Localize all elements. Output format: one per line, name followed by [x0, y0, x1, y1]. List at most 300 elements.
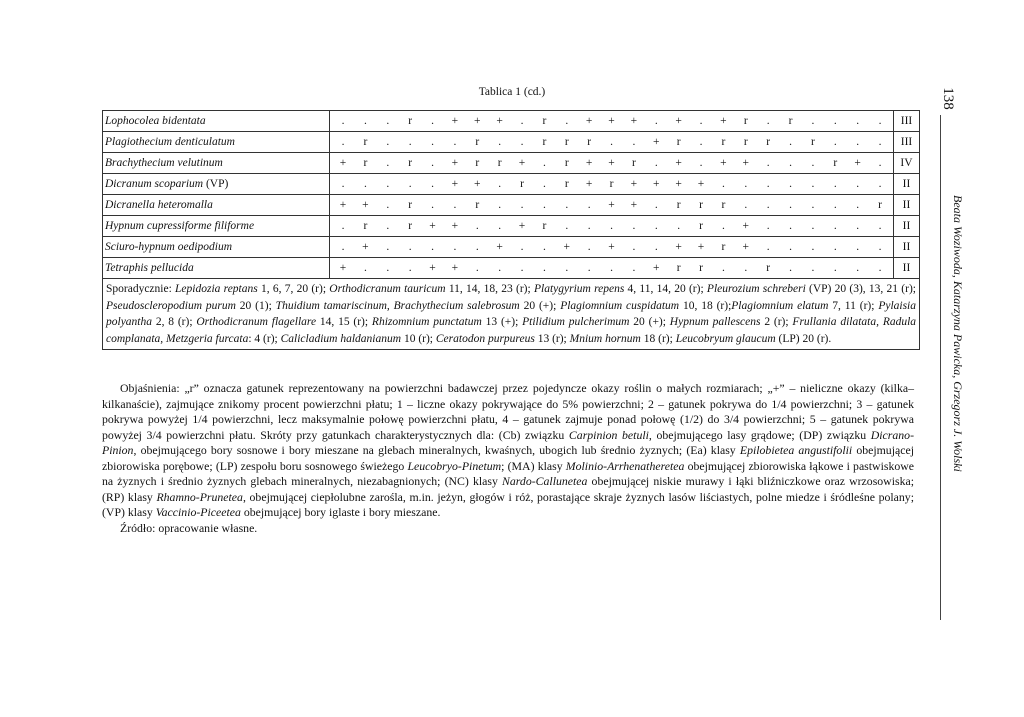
abundance-cells	[330, 237, 894, 258]
abundance-value: +	[585, 115, 593, 127]
species-name	[103, 132, 330, 153]
abundance-value: .	[520, 136, 524, 148]
abundance-value: +	[608, 199, 615, 211]
abundance-value: .	[386, 199, 390, 211]
abundance-value: +	[675, 157, 682, 169]
abundance-value: .	[498, 220, 502, 232]
abundance-value: .	[498, 199, 502, 211]
abundance-value: .	[587, 262, 591, 274]
abundance-value: +	[608, 157, 615, 169]
abundance-value: r	[721, 136, 726, 148]
abundance-value: r	[699, 199, 703, 211]
abundance-value: +	[675, 241, 682, 253]
sporadic-species-records: 10 (r);	[401, 332, 436, 345]
species-name-text: Hypnum cupressiforme filiforme	[105, 220, 255, 232]
abundance-value: .	[699, 115, 703, 127]
constancy-class: III	[894, 111, 920, 132]
abundance-value: .	[587, 220, 591, 232]
page-number	[938, 84, 964, 114]
sporadic-species-records: 11, 14, 18, 23 (r);	[445, 283, 534, 295]
abundance-value: r	[475, 199, 480, 211]
constancy-class: II	[894, 216, 920, 237]
sporadic-species-name: Platygyrium repens	[533, 283, 625, 295]
abundance-value: r	[475, 157, 480, 169]
constancy-class: II	[894, 237, 920, 258]
abundance-value: .	[542, 262, 546, 274]
abundance-value: +	[675, 178, 682, 190]
sporadic-species-name: Calicladium haldanianum	[280, 332, 402, 345]
abundance-value: +	[720, 115, 727, 127]
syntaxon-name: Rhamno-Prunetea	[156, 489, 243, 504]
abundance-value: r	[408, 115, 413, 127]
sporadic-species-records: 2, 8 (r);	[152, 316, 197, 328]
abundance-value: .	[431, 199, 434, 211]
sporadic-species-records: 20 (+);	[519, 299, 561, 312]
abundance-value: r	[475, 136, 480, 148]
abundance-value: r	[766, 262, 771, 274]
abundance-value: r	[363, 157, 368, 169]
abundance-value: .	[453, 136, 457, 148]
abundance-value: +	[451, 115, 459, 127]
abundance-value: .	[721, 262, 725, 274]
abundance-value: r	[363, 136, 368, 148]
table-row	[103, 216, 920, 237]
abundance-value: .	[431, 157, 434, 169]
sporadic-species-name: Leucobryum glaucum	[675, 332, 776, 345]
species-name-text: Dicranum scoparium	[105, 178, 204, 190]
abundance-value: .	[856, 136, 860, 148]
abundance-value: .	[856, 241, 860, 253]
abundance-value: r	[564, 136, 569, 148]
sporadic-species-name: Mnium hornum	[569, 332, 641, 345]
abundance-value: .	[542, 178, 546, 190]
species-name-text: Plagiothecium denticulatum	[105, 136, 235, 148]
abundance-value: .	[654, 157, 658, 169]
table-row	[103, 258, 920, 279]
explanation-text: ; (MA) klasy	[501, 458, 566, 473]
abundance-value: .	[789, 136, 792, 148]
constancy-class: IV	[894, 153, 920, 174]
species-name	[103, 237, 330, 258]
abundance-value: .	[654, 115, 658, 127]
syntaxon-name: Nardo-Callunetea	[502, 474, 588, 488]
sporadic-species-records: 2 (r);	[760, 316, 793, 328]
species-name	[103, 153, 330, 174]
sporadic-species-name: Frullania dilatata, Radula complanata, Metzgeria furcata	[106, 316, 917, 345]
abundance-value: +	[451, 178, 459, 190]
abundance-value: .	[431, 115, 434, 127]
syntaxon-name: Leucobryo-Pinetum	[407, 458, 502, 473]
species-name-text: Brachythecium velutinum	[105, 157, 223, 169]
abundance-value: +	[608, 241, 615, 253]
abundance-value: .	[386, 157, 390, 169]
abundance-value: .	[565, 199, 569, 211]
table-row	[103, 132, 920, 153]
sporadic-species-records: 1, 6, 7, 20 (r);	[257, 283, 330, 295]
abundance-value: .	[632, 241, 636, 253]
abundance-value: .	[363, 115, 367, 127]
sporadic-species-records: 14, 15 (r);	[316, 316, 372, 328]
abundance-value: .	[789, 199, 792, 211]
abundance-value: +	[451, 262, 459, 274]
abundance-value: r	[587, 136, 592, 148]
abundance-value: .	[856, 115, 860, 127]
explanation-text: Objaśnienia: „r” oznacza gatunek reprezentowany na powierzchni badawczej przez pojedyncze okazy roślin o małych rozmiarach; „+” – nieliczne okazy (kilka–kilkanaście), zajmujące znikomy procent powierzchni płatu; 1 – liczne okazy pokrywające do 5% powierzchni; 2 – gatunek pokrywa do 1/4 powierzchni; 3 – gatunek pokrywa powyżej 1/4 powierzchni, lecz maksymalnie połowę powierzchni płatu, 4 – gatunek zajmuje ponad połowę (1/2) do 3/4 powierzchni; 5 – gatunek pokrywa powyżej 3/4 powierzchni płatu. Skróty przy gatunkach charakterystycznych dla: (Cb) związku	[102, 381, 914, 442]
abundance-value: .	[811, 241, 815, 253]
abundance-value: +	[362, 199, 369, 211]
abundance-value: .	[341, 115, 345, 127]
abundance-value: +	[854, 157, 861, 169]
explanation-text: obejmującej zbiorowiska łąkowe i pastwiskowe na żyznych i średnio żyznych glebach mineralnych, niezabagnionych; (NC) klasy	[102, 458, 914, 488]
abundance-value: .	[341, 136, 345, 148]
explanation-text: obejmującej niskie murawy i łąki bliźniczkowe oraz wrzosowiska; (RP) klasy	[102, 474, 914, 504]
table-caption: Tablica 1 (cd.)	[478, 86, 546, 98]
abundance-value: .	[721, 178, 725, 190]
abundance-value: .	[632, 262, 636, 274]
abundance-value: .	[833, 241, 837, 253]
syntaxon-name: Vaccinio-Piceetea	[155, 505, 241, 519]
abundance-value: .	[363, 178, 367, 190]
abundance-value: .	[453, 199, 457, 211]
abundance-value: +	[697, 178, 705, 190]
species-name-text: Tetraphis pellucida	[105, 262, 194, 274]
abundance-value: .	[453, 241, 457, 253]
abundance-value: .	[498, 262, 502, 274]
abundance-value: .	[475, 241, 479, 253]
species-name-text: Lophocolea bidentata	[105, 115, 206, 127]
abundance-value: .	[789, 157, 792, 169]
abundance-value: +	[496, 241, 503, 253]
abundance-value: .	[878, 220, 882, 232]
abundance-value: .	[766, 157, 770, 169]
abundance-value: r	[721, 199, 726, 211]
abundance-value: .	[408, 241, 412, 253]
abundance-value: r	[564, 178, 569, 190]
abundance-value: .	[878, 157, 882, 169]
explanation-block	[102, 381, 914, 536]
sporadic-label: Sporadycznie:	[106, 283, 176, 295]
abundance-cells	[330, 174, 894, 195]
source-note: Źródło: opracowanie własne.	[120, 520, 258, 535]
abundance-value: .	[833, 178, 837, 190]
abundance-value: .	[565, 115, 569, 127]
abundance-value: .	[610, 136, 613, 148]
sporadic-species-name: Hypnum pallescens	[669, 316, 761, 328]
abundance-value: +	[742, 220, 749, 232]
abundance-value: +	[474, 178, 481, 190]
abundance-value: .	[744, 178, 748, 190]
abundance-value: .	[363, 262, 367, 274]
abundance-value: .	[833, 220, 837, 232]
abundance-value: r	[743, 136, 748, 148]
abundance-value: .	[811, 262, 815, 274]
abundance-value: +	[585, 178, 593, 190]
sporadic-species-name: Pleurozium schreberi	[706, 283, 806, 295]
abundance-value: +	[630, 199, 638, 211]
abundance-value: .	[610, 220, 613, 232]
abundance-value: .	[520, 241, 524, 253]
species-suffix: (VP)	[203, 178, 229, 190]
abundance-value: .	[744, 262, 748, 274]
abundance-value: r	[564, 157, 569, 169]
abundance-value: +	[518, 157, 526, 169]
abundance-value: r	[833, 157, 838, 169]
abundance-value: .	[386, 220, 390, 232]
sporadic-species-name: Orthodicranum tauricum	[329, 283, 446, 295]
abundance-value: +	[630, 115, 638, 127]
abundance-value: .	[766, 241, 770, 253]
table-row	[103, 153, 920, 174]
abundance-value: .	[408, 178, 412, 190]
species-name	[103, 195, 330, 216]
abundance-cells	[330, 216, 894, 237]
abundance-value: r	[699, 220, 703, 232]
sporadic-species-records: 7, 11 (r);	[828, 299, 879, 312]
sporadic-species-name: Plagiomnium elatum	[731, 299, 829, 312]
abundance-value: r	[766, 136, 771, 148]
syntaxon-name: Dicrano-Pinion	[102, 427, 914, 457]
abundance-value: .	[766, 178, 770, 190]
constancy-class: II	[894, 174, 920, 195]
abundance-value: .	[744, 199, 748, 211]
margin-rule	[940, 115, 941, 620]
abundance-value: r	[520, 178, 524, 190]
abundance-value: .	[542, 241, 546, 253]
abundance-value: .	[431, 241, 434, 253]
abundance-cells	[330, 195, 894, 216]
abundance-value: +	[585, 157, 593, 169]
abundance-value: +	[675, 115, 682, 127]
abundance-value: +	[518, 220, 526, 232]
explanation-text: , obejmującego lasy grądowe; (DP) związku	[648, 427, 871, 442]
sporadic-species-records: 18 (r);	[640, 332, 676, 345]
sporadic-species-name: Pylaisia polyantha	[106, 299, 917, 328]
sporadic-species-records: (LP) 20 (r).	[775, 332, 832, 345]
abundance-value: .	[386, 178, 390, 190]
abundance-value: .	[878, 262, 882, 274]
sporadic-species-name: Ptilidium pulcherimum	[522, 316, 630, 328]
abundance-value: .	[431, 178, 434, 190]
abundance-value: .	[520, 199, 524, 211]
abundance-value: .	[654, 199, 658, 211]
abundance-value: .	[766, 115, 770, 127]
sporadic-species-name: Rhizomnium punctatum	[371, 316, 482, 328]
abundance-value: r	[542, 220, 547, 232]
table-row	[103, 174, 920, 195]
syntaxon-name: Epilobietea angustifolii	[739, 443, 853, 457]
abundance-value: .	[542, 157, 546, 169]
sporadic-species-name: Thuidium tamariscinum, Brachythecium salebrosum	[275, 299, 520, 312]
abundance-value: .	[721, 220, 725, 232]
abundance-value: .	[632, 136, 636, 148]
abundance-value: .	[789, 178, 792, 190]
abundance-value: .	[856, 220, 860, 232]
abundance-value: .	[475, 220, 479, 232]
abundance-value: .	[498, 178, 502, 190]
abundance-value: r	[408, 199, 413, 211]
abundance-value: .	[654, 220, 658, 232]
abundance-value: .	[498, 136, 502, 148]
abundance-cells	[330, 111, 894, 132]
abundance-value: +	[451, 157, 459, 169]
sporadic-species-records: 13 (+);	[481, 316, 523, 328]
constancy-class: III	[894, 132, 920, 153]
abundance-value: +	[429, 262, 436, 274]
abundance-value: r	[631, 157, 636, 169]
abundance-value: .	[341, 178, 345, 190]
abundance-value: r	[363, 220, 368, 232]
abundance-value: .	[632, 220, 636, 232]
abundance-cells	[330, 153, 894, 174]
abundance-value: r	[676, 262, 681, 274]
abundance-value: +	[653, 262, 660, 274]
species-table	[102, 110, 920, 350]
abundance-value: +	[742, 241, 749, 253]
authors-text: Beata Woziwoda, Katarzyna Pawicka, Grzegorz J. Wolski	[951, 195, 965, 472]
abundance-value: .	[878, 115, 882, 127]
abundance-value: r	[699, 262, 703, 274]
sporadic-row	[103, 279, 920, 350]
abundance-value: r	[542, 115, 547, 127]
abundance-value: .	[833, 199, 837, 211]
abundance-value: .	[610, 262, 613, 274]
sporadic-species-records: 20 (+);	[629, 316, 670, 328]
abundance-value: +	[653, 136, 660, 148]
abundance-value: .	[789, 220, 792, 232]
species-name-text: Dicranella heteromalla	[105, 199, 213, 211]
abundance-value: .	[878, 241, 882, 253]
abundance-value: +	[630, 178, 638, 190]
abundance-value: .	[386, 136, 390, 148]
abundance-value: r	[497, 157, 502, 169]
abundance-cells	[330, 132, 894, 153]
abundance-value: .	[386, 115, 390, 127]
abundance-value: .	[811, 115, 815, 127]
abundance-value: .	[789, 241, 792, 253]
abundance-value: .	[833, 262, 837, 274]
table-row	[103, 237, 920, 258]
abundance-value: .	[654, 241, 658, 253]
page-number-text: 138	[939, 87, 956, 110]
sporadic-species-name: Plagiomnium cuspidatum	[560, 299, 680, 312]
abundance-value: r	[408, 220, 413, 232]
explanation-text: , obejmującej ciepłolubne zarośla, m.in. jeżyn, głogów i róż, porastające skraje żyznych lasów liściastych, polne miedze i śródleśne polany; (VP) klasy	[102, 489, 914, 519]
explanation-text: obejmującej bory iglaste i bory mieszane.	[240, 505, 441, 519]
abundance-value: .	[856, 199, 860, 211]
abundance-value: .	[856, 262, 860, 274]
abundance-value: +	[496, 115, 503, 127]
abundance-value: .	[878, 178, 882, 190]
abundance-value: +	[608, 115, 615, 127]
abundance-value: .	[520, 262, 524, 274]
abundance-value: .	[408, 262, 412, 274]
sporadic-species-records: 4, 11, 14, 20 (r);	[624, 283, 707, 295]
table-row	[103, 111, 920, 132]
species-name	[103, 111, 330, 132]
abundance-cells	[330, 258, 894, 279]
syntaxon-name: Molinio-Arrhenatheretea	[565, 458, 685, 473]
abundance-value: r	[788, 115, 793, 127]
abundance-value: .	[699, 157, 703, 169]
abundance-value: .	[565, 220, 569, 232]
table-row	[103, 195, 920, 216]
sporadic-species-records: : 4 (r);	[248, 332, 281, 345]
running-head-authors	[947, 195, 965, 525]
abundance-value: .	[408, 136, 412, 148]
abundance-value: r	[609, 178, 614, 190]
abundance-value: +	[563, 241, 570, 253]
abundance-value: .	[766, 199, 770, 211]
abundance-value: +	[451, 220, 459, 232]
abundance-value: .	[587, 241, 591, 253]
abundance-value: +	[362, 241, 369, 253]
species-name-text: Sciuro-hypnum oedipodium	[105, 241, 233, 253]
species-name	[103, 216, 330, 237]
abundance-value: .	[587, 199, 591, 211]
constancy-class: II	[894, 195, 920, 216]
abundance-value: .	[811, 157, 815, 169]
sporadic-species-name: Lepidozia reptans	[175, 283, 258, 295]
explanation-paragraph	[102, 381, 914, 521]
abundance-value: +	[339, 262, 347, 274]
abundance-value: +	[474, 115, 481, 127]
abundance-value: r	[878, 199, 882, 211]
abundance-value: .	[833, 136, 837, 148]
abundance-value: .	[341, 241, 345, 253]
sporadic-species-records: 20 (1);	[235, 299, 276, 312]
abundance-value: +	[697, 241, 705, 253]
abundance-value: .	[341, 220, 345, 232]
abundance-value: .	[789, 262, 792, 274]
abundance-value: .	[856, 178, 860, 190]
constancy-class: II	[894, 258, 920, 279]
abundance-value: r	[676, 199, 681, 211]
sporadic-species-name: Orthodicranum flagellare	[196, 316, 317, 328]
explanation-text: obejmującej zbiorowiska porębowe; (LP) zespołu boru sosnowego świeżego	[102, 443, 914, 473]
sporadic-species-name: Ceratodon purpureus	[435, 332, 535, 345]
explanation-text: , obejmującego bory sosnowe i bory mieszane na glebach mineralnych, kwaśnych, ubogich lub średnio żyznych; (Ea) klasy	[133, 443, 740, 457]
abundance-value: +	[339, 199, 347, 211]
sporadic-species-records: 13 (r);	[534, 332, 570, 345]
abundance-value: +	[742, 157, 749, 169]
abundance-value: .	[833, 115, 837, 127]
abundance-value: r	[810, 136, 815, 148]
syntaxon-name: Carpinion betuli	[568, 427, 649, 442]
sporadic-species-records: (VP) 20 (3), 13, 21 (r);	[805, 283, 916, 295]
abundance-value: .	[386, 262, 390, 274]
abundance-value: .	[878, 136, 882, 148]
abundance-value: .	[811, 178, 815, 190]
abundance-value: r	[676, 136, 681, 148]
abundance-value: .	[811, 199, 815, 211]
abundance-value: r	[721, 241, 726, 253]
abundance-value: r	[408, 157, 413, 169]
abundance-value: +	[653, 178, 660, 190]
abundance-value: .	[431, 136, 434, 148]
abundance-value: +	[429, 220, 436, 232]
abundance-value: .	[542, 199, 546, 211]
abundance-value: .	[475, 262, 479, 274]
abundance-value: .	[699, 136, 703, 148]
abundance-value: r	[743, 115, 748, 127]
abundance-value: +	[720, 157, 727, 169]
species-name	[103, 258, 330, 279]
abundance-value: .	[520, 115, 524, 127]
sporadic-species-records: 10, 18 (r);	[679, 299, 732, 312]
abundance-value: r	[542, 136, 547, 148]
abundance-value: .	[811, 220, 815, 232]
abundance-value: .	[386, 241, 390, 253]
